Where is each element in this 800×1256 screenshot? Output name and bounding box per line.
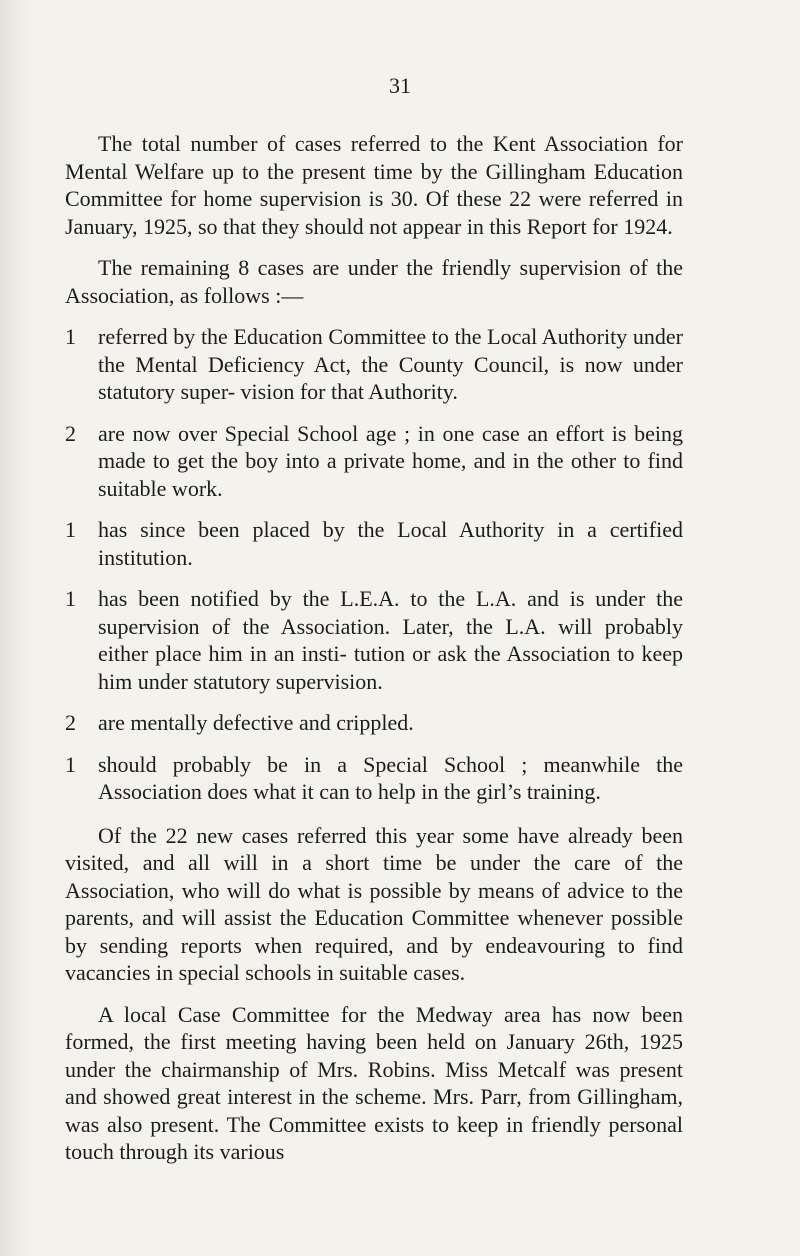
paragraph-case-committee: A local Case Committee for the Medway area has now been formed, the first meeting having been held on January 26th, 1925 under the chairmanship of Mrs. Robins. Miss Metcalf was present and showed great interest in the scheme. Mrs. Parr, from Gillingham, was also present. The Committee exists to keep in friendly personal touch through its various	[65, 1001, 683, 1164]
paragraph-remaining-cases: The remaining 8 cases are under the friendly supervision of the Association, as follows :—	[65, 255, 683, 308]
case-count: 1	[65, 751, 76, 777]
case-count: 2	[65, 710, 76, 735]
case-count: 1	[65, 324, 76, 349]
case-text: has since been placed by the Local Authority in a certified institution.	[98, 517, 683, 570]
case-text: referred by the Education Committee to the Local Authority under the Mental Deficiency Act, the County Council, is now under statutory super- vision for that Authority.	[98, 324, 683, 404]
case-text: has been notified by the L.E.A. to the L.A. and is under the supervision of the Association. Later, the L.A. will probably either place him in an insti- tution or ask the Association to keep him under statutory supervision.	[98, 586, 683, 694]
page-edge-shadow	[0, 0, 30, 1256]
case-item	[65, 420, 683, 503]
case-text: are now over Special School age ; in one case an effort is being made to get the boy into a private home, and in the other to find suitable work.	[98, 420, 683, 501]
case-list	[65, 323, 683, 806]
page-body	[65, 130, 683, 1180]
paragraph-total-cases: The total number of cases referred to the Kent Association for Mental Welfare up to the present time by the Gillingham Education Committee for home supervision is 30. Of these 22 were referred in January, 1925, so that they should not appear in this Report for 1924.	[65, 131, 683, 239]
case-count: 1	[65, 517, 76, 542]
case-item	[65, 516, 683, 571]
paragraph-new-cases: Of the 22 new cases referred this year some have already been visited, and all will in a short time be under the care of the Association, who will do what is possible by means of advice to the parents, and will assist the Education Committee whenever possible by sending reports when required, and by endeavouring to find vacancies in special schools in suitable cases.	[65, 822, 683, 985]
page-number: 31	[389, 73, 411, 98]
case-text: should probably be in a Special School ; meanwhile the Association does what it can to help in the girl’s training.	[98, 751, 683, 804]
case-text: are mentally defective and crippled.	[98, 710, 414, 735]
case-item	[65, 709, 683, 737]
case-item	[65, 751, 683, 806]
case-item	[65, 323, 683, 406]
case-item	[65, 585, 683, 695]
case-count: 2	[65, 420, 76, 446]
case-count: 1	[65, 586, 76, 611]
